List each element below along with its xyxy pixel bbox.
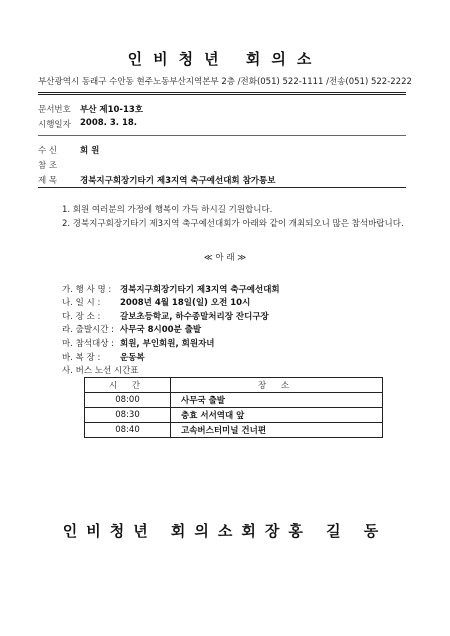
header-rule-bottom [38,94,406,95]
bus-schedule-table [84,377,383,438]
subject-rule [38,187,406,188]
recipient-value: 회 원 [80,146,100,156]
subject-label: 제 목 [38,176,58,186]
detail-label: 가. 행 사 명 : [62,285,112,295]
organization-address: 부산광역시 동래구 수안동 현주노동부산지역본부 2층 /전화(051) 522-1111 /전송(051) 522-2222 [38,77,412,87]
place-cell: 충효 서서역대 앞 [171,408,383,423]
detail-label: 바. 복 장 : [62,353,101,363]
meta-divider [38,135,406,136]
detail-value: 경북지구회장기타기 제3지역 축구예선대회 [120,285,280,295]
doc-number-label: 문서번호 [38,105,71,115]
below-heading: ≪ 아 래 ≫ [203,253,247,263]
table-header-row [85,378,383,393]
reference-label: 참 조 [38,161,58,171]
body-line-1: 1. 회원 여러분의 가정에 행복이 가득 하시길 기원합니다. [62,205,273,215]
detail-label: 라. 출발시간 : [62,325,115,335]
document-title: 인비청년 회의소 [127,50,323,68]
table-row [85,408,383,423]
time-column-header: 시 간 [85,378,171,393]
detail-value: 회원, 부인회원, 회원자녀 [120,339,215,349]
time-cell: 08:40 [85,423,171,438]
detail-label: 나. 일 시 : [62,298,101,308]
detail-value: 갈보초등학교, 하수종말처리장 잔디구장 [120,312,269,322]
time-cell: 08:30 [85,408,171,423]
detail-value: 2008년 4월 18일(일) 오전 10시 [120,298,251,308]
table-row [85,423,383,438]
subject-value: 경북지구회장기타기 제3지역 축구예선대회 참가통보 [80,176,276,186]
body-line-2: 2. 경북지구회장기타기 제3지역 축구예선대회가 아래와 같이 개최되오니 많은 참석바랍니다. [62,219,404,229]
place-cell: 사무국 출발 [171,393,383,408]
detail-value: 사무국 8시00분 출발 [120,325,202,335]
time-cell: 08:00 [85,393,171,408]
detail-label: 다. 장 소 : [62,312,101,322]
recipient-label: 수 신 [38,146,58,156]
doc-number-value: 부산 제10-13호 [80,105,143,115]
detail-value: 운동복 [120,353,145,363]
place-cell: 고속버스터미널 건너편 [171,423,383,438]
signature-line: 인비청년 회의소회장홍 길 동 [62,522,388,540]
date-label: 시행일자 [38,120,71,130]
detail-label-bus: 사. 버스 노선 시간표 [62,366,139,376]
date-value: 2008. 3. 18. [80,118,138,128]
header-rule-top [38,92,406,93]
detail-label: 마. 참석대상 : [62,339,115,349]
place-column-header: 장 소 [171,378,383,393]
table-row [85,393,383,408]
